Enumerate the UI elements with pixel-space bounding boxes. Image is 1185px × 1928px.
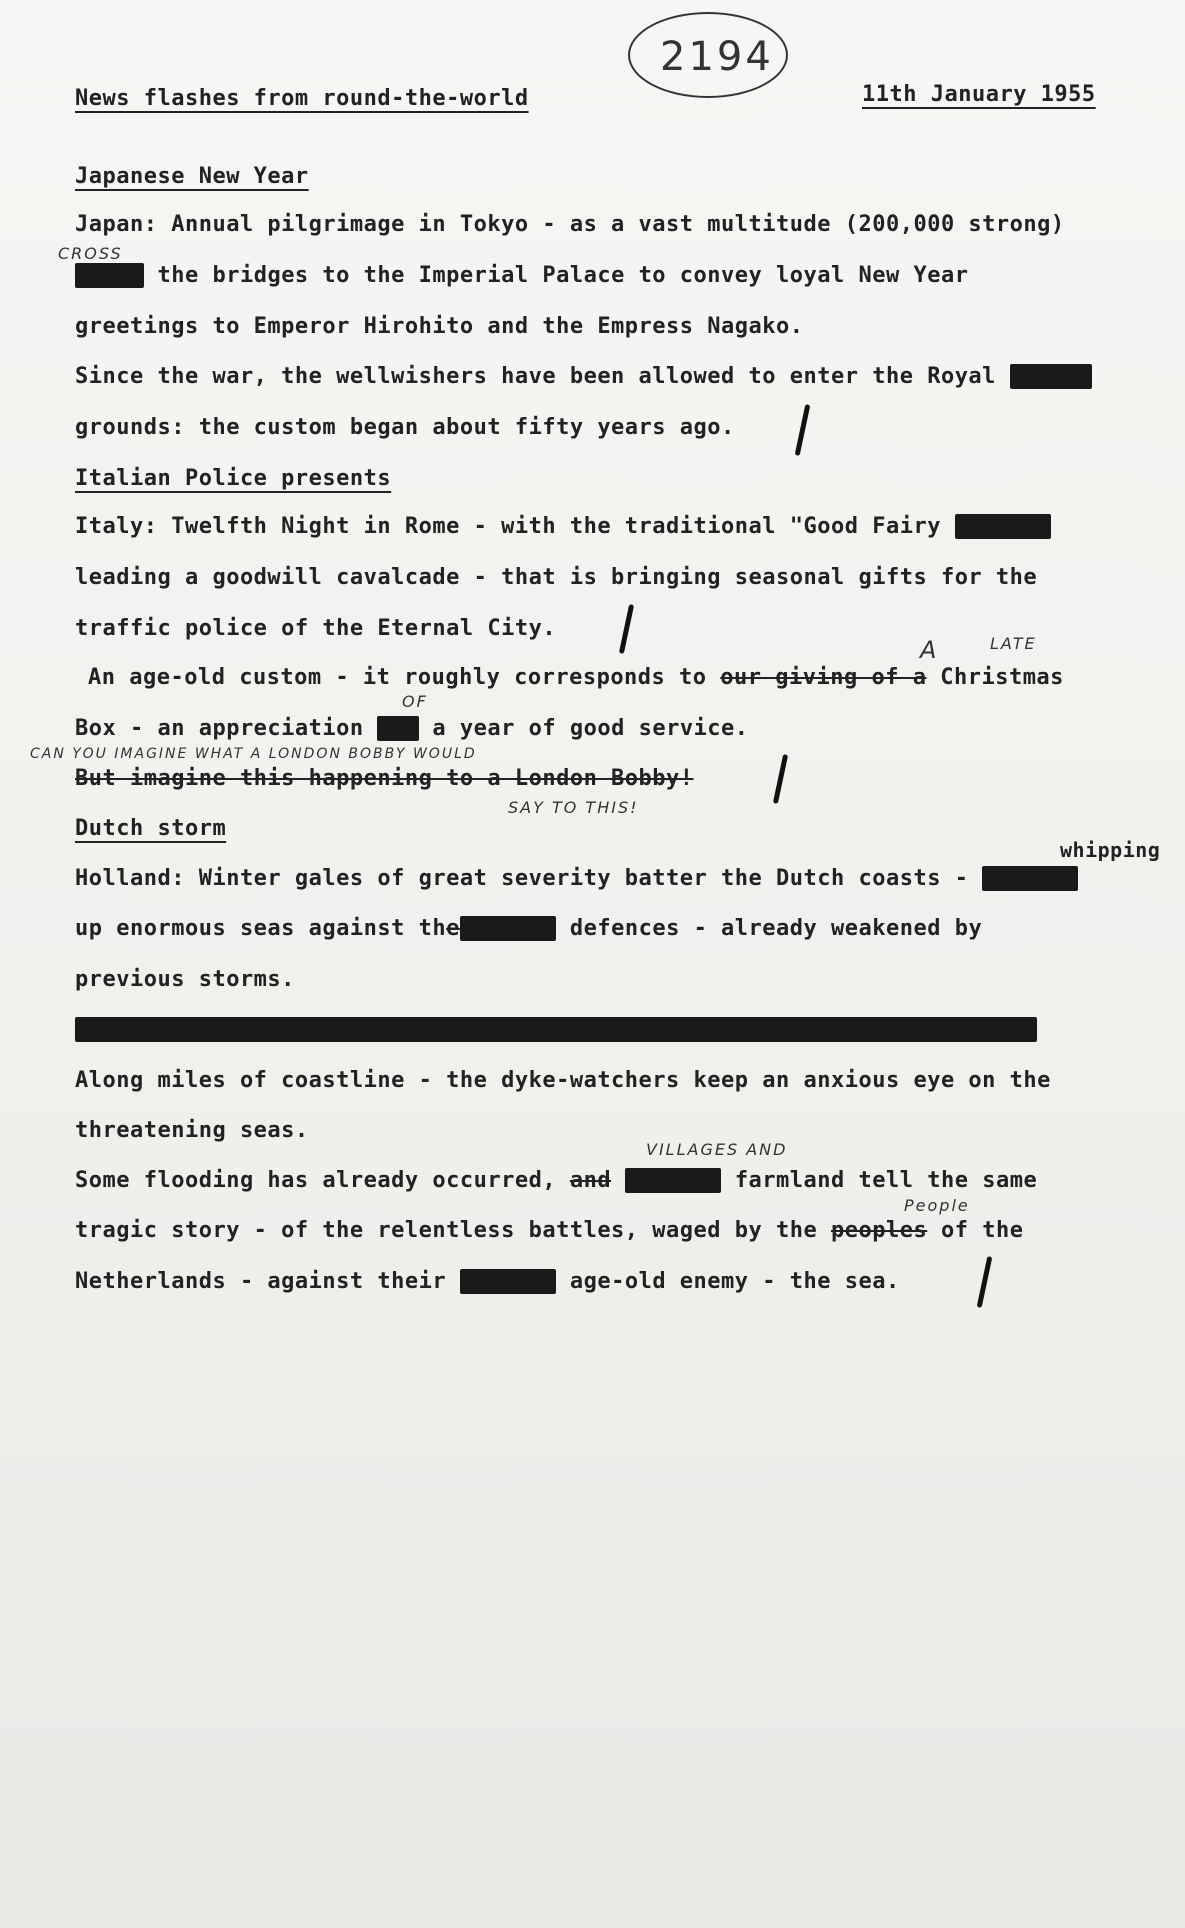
japan-line-2: the bridges to the Imperial Palace to convey loyal New Year <box>75 263 968 288</box>
edit-mark <box>977 1256 993 1308</box>
holland-line-2: up enormous seas against the defences - already weakened by <box>75 916 983 941</box>
handwritten-can-you-imagine: CAN YOU IMAGINE WHAT A LONDON BOBBY WOULD <box>30 746 477 762</box>
japan-line-4: Since the war, the wellwishers have been allowed to enter the Royal <box>75 364 1092 389</box>
handwritten-say-to-this: SAY TO THIS! <box>508 798 639 817</box>
heading-japanese-new-year: Japanese New Year <box>75 164 309 189</box>
handwritten-late: LATE <box>990 634 1037 653</box>
holland-line-9: Netherlands - against their age-old enemy - the sea. <box>75 1269 900 1294</box>
italy-line-5: Box - an appreciation a year of good service. <box>75 716 749 741</box>
holland-line-3: previous storms. <box>75 967 295 992</box>
edit-mark <box>619 604 634 654</box>
handwritten-villages-and: VILLAGES AND <box>646 1140 788 1159</box>
holland-line-1: Holland: Winter gales of great severity batter the Dutch coasts - <box>75 866 1078 891</box>
holland-line-5: Along miles of coastline - the dyke-watchers keep an anxious eye on the <box>75 1068 1051 1093</box>
heading-dutch-storm: Dutch storm <box>75 816 227 841</box>
heading-italian-police: Italian Police presents <box>75 466 392 491</box>
document-title: News flashes from round-the-world <box>75 86 529 111</box>
handwritten-crosses: CROSS <box>58 244 123 263</box>
edit-mark <box>795 404 811 456</box>
edit-mark <box>773 754 788 804</box>
handwritten-a: A <box>920 636 939 664</box>
italy-line-4: An age-old custom - it roughly corresponds to our giving of a Christmas <box>88 665 1064 690</box>
document-date: 11th January 1955 <box>862 82 1096 107</box>
italy-line-2: leading a goodwill cavalcade - that is bringing seasonal gifts for the <box>75 565 1038 590</box>
holland-line-7: Some flooding has already occurred, and farmland tell the same <box>75 1168 1038 1193</box>
italy-line-3: traffic police of the Eternal City. <box>75 616 557 641</box>
holland-line-8: tragic story - of the relentless battles, waged by the peoples of the <box>75 1218 1024 1243</box>
handwritten-of: OF <box>402 692 428 711</box>
japan-line-5: grounds: the custom began about fifty years ago. <box>75 415 735 440</box>
holland-line-4-struck <box>75 1017 1037 1042</box>
italy-line-1: Italy: Twelfth Night in Rome - with the traditional "Good Fairy <box>75 514 1051 539</box>
holland-line-6: threatening seas. <box>75 1118 309 1143</box>
handwritten-people: People <box>904 1196 970 1215</box>
typed-insert-whipping: whipping <box>1060 838 1161 862</box>
japan-line-1: Japan: Annual pilgrimage in Tokyo - as a vast multitude (200,000 strong) <box>75 212 1065 237</box>
japan-line-3: greetings to Emperor Hirohito and the Empress Nagako. <box>75 314 804 339</box>
italy-line-6-struck: But imagine this happening to a London Bobby! <box>75 766 694 791</box>
page-number: 2194 <box>660 34 774 80</box>
